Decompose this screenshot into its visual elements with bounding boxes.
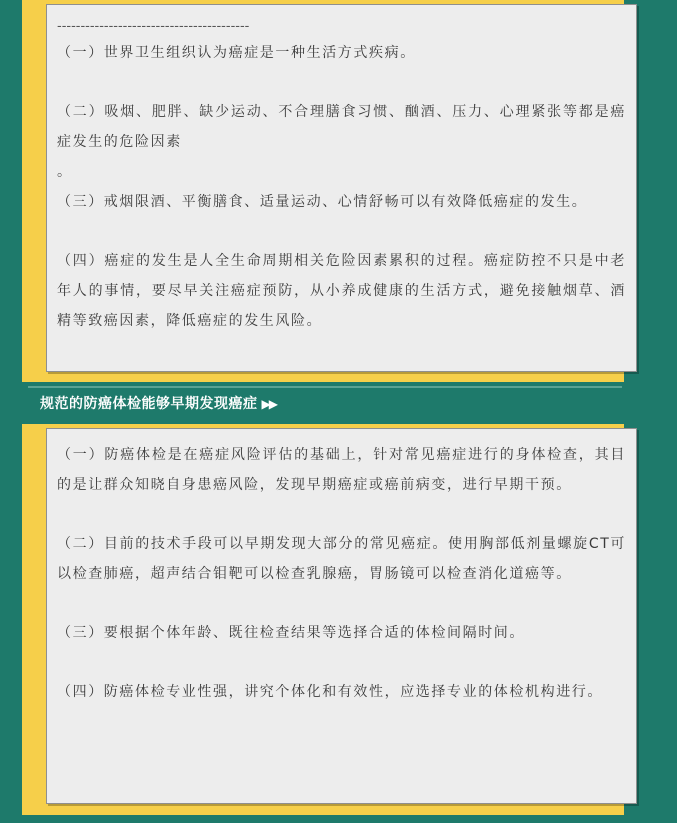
paragraph-4: （四）癌症的发生是人全生命周期相关危险因素累积的过程。癌症防控不只是中老年人的事情，要尽早关注癌症预防，从小养成健康的生活方式，避免接触烟草、酒精等致癌因素，降低癌症的发生风险。	[57, 253, 626, 329]
section-title: 规范的防癌体检能够早期发现癌症	[40, 396, 258, 412]
dashed-divider: -----------------------------------------	[57, 19, 250, 34]
top-text-panel	[46, 4, 637, 372]
paragraph-1: （一）世界卫生组织认为癌症是一种生活方式疾病。	[57, 45, 416, 61]
paragraph-2: （二）目前的技术手段可以早期发现大部分的常见癌症。使用胸部低剂量螺旋CT可以检查肺癌，超声结合钼靶可以检查乳腺癌，胃肠镜可以检查消化道癌等。	[57, 536, 626, 582]
paragraph-3: （三）要根据个体年龄、既往检查结果等选择合适的体检间隔时间。	[57, 625, 525, 641]
paragraph-4: （四）防癌体检专业性强，讲究个体化和有效性，应选择专业的体检机构进行。	[57, 684, 603, 700]
paragraph-2-end: 。	[57, 164, 73, 180]
paragraph-3: （三）戒烟限酒、平衡膳食、适量运动、心情舒畅可以有效降低癌症的发生。	[57, 194, 588, 210]
bottom-text-panel	[46, 428, 637, 804]
double-arrow-icon: ▶▶	[261, 397, 276, 411]
paragraph-1: （一）防癌体检是在癌症风险评估的基础上，针对常见癌症进行的身体检查，其目的是让群众知晓自身患癌风险，发现早期癌症或癌前病变，进行早期干预。	[57, 447, 626, 493]
paragraph-2: （二）吸烟、肥胖、缺少运动、不合理膳食习惯、酗酒、压力、心理紧张等都是癌症发生的危险因素	[57, 104, 626, 150]
section-header	[28, 386, 622, 420]
